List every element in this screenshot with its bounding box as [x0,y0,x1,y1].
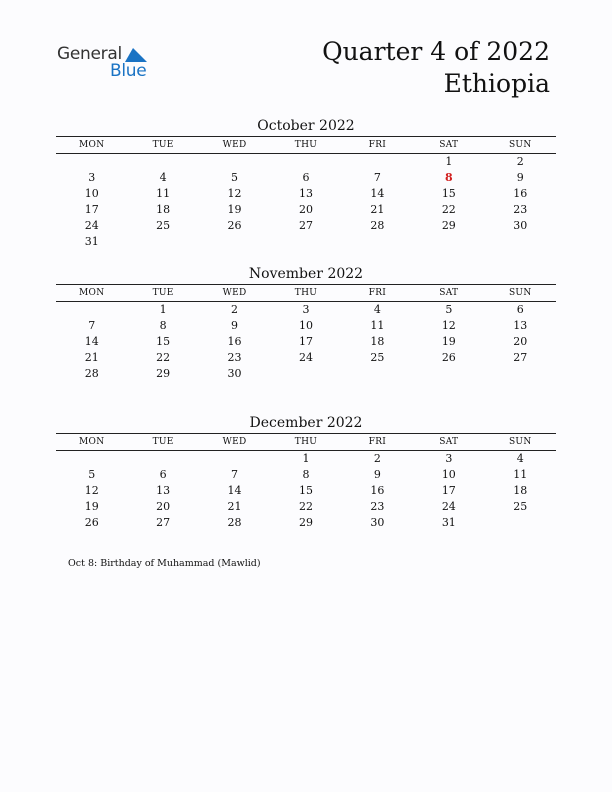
weekday-header-row [56,285,556,302]
day-cell: 12 [441,319,456,332]
month-october [56,116,556,250]
day-cell: 23 [227,351,242,364]
day-cell: 25 [156,219,171,232]
country-title: Ethiopia [443,69,550,98]
day-cell: 26 [227,219,242,232]
weekday-label: SUN [508,437,532,447]
day-cell: 16 [227,335,242,348]
day-cell: 24 [298,351,313,364]
day-cell: 2 [231,303,239,316]
day-cell: 18 [370,335,385,348]
day-cell: 28 [370,219,385,232]
day-cell: 4 [373,303,381,316]
day-cell: 14 [227,484,242,497]
weekday-label: MON [79,140,105,150]
week-row [56,202,556,218]
logo-general-text: General [57,44,122,64]
day-cell: 11 [513,468,528,481]
day-cell [56,302,127,318]
week-row [56,451,556,467]
weekday-label: TUE [152,140,174,150]
logo [57,44,157,84]
weekday-header-row [56,434,556,451]
day-cell: 2 [373,452,381,465]
day-cell: 3 [302,303,310,316]
day-cell: 19 [84,500,99,513]
quarter-title: Quarter 4 of 2022 [322,37,550,66]
day-cell: 4 [516,452,524,465]
day-cell: 30 [513,219,528,232]
day-cell: 18 [156,203,171,216]
weekday-label: THU [294,437,318,447]
day-cell: 11 [156,187,171,200]
day-cell: 22 [156,351,171,364]
day-cell: 8 [159,319,167,332]
day-cell [127,451,198,467]
day-cell: 23 [513,203,528,216]
day-cell: 10 [84,187,99,200]
day-cell [485,234,556,250]
week-row [56,318,556,334]
week-row [56,154,556,170]
day-cell: 7 [231,468,239,481]
day-cell: 26 [84,516,99,529]
week-row [56,186,556,202]
weekday-header-row [56,137,556,154]
logo-blue-text: Blue [110,61,147,81]
day-cell [127,154,198,170]
logo-triangle-icon [125,46,147,62]
day-cell: 8 [444,171,453,184]
day-cell: 30 [227,367,242,380]
day-cell: 25 [513,500,528,513]
week-row [56,350,556,366]
weekday-label: MON [79,288,105,298]
day-cell: 31 [84,235,99,248]
day-cell: 13 [298,187,313,200]
day-cell: 22 [441,203,456,216]
day-cell: 6 [516,303,524,316]
day-cell: 24 [441,500,456,513]
day-cell: 9 [231,319,239,332]
week-row [56,515,556,531]
day-cell: 15 [298,484,313,497]
week-row [56,366,556,382]
day-cell: 22 [298,500,313,513]
day-cell: 13 [156,484,171,497]
day-cell: 17 [84,203,99,216]
day-cell: 15 [441,187,456,200]
day-cell: 26 [441,351,456,364]
day-cell: 3 [445,452,453,465]
day-cell: 6 [159,468,167,481]
day-cell [199,154,270,170]
week-row [56,234,556,250]
day-cell: 10 [441,468,456,481]
day-cell: 24 [84,219,99,232]
day-cell: 29 [298,516,313,529]
day-cell [199,234,270,250]
day-cell: 17 [441,484,456,497]
month-title: October 2022 [257,118,355,134]
day-cell [127,234,198,250]
weekday-label: FRI [368,288,387,298]
day-cell: 9 [373,468,381,481]
day-cell: 25 [370,351,385,364]
month-title: November 2022 [248,266,364,282]
day-cell: 16 [370,484,385,497]
weekday-label: FRI [368,437,387,447]
day-cell: 28 [227,516,242,529]
day-cell [413,366,484,382]
day-cell: 21 [84,351,99,364]
weekday-label: WED [222,437,247,447]
month-title: December 2022 [249,415,363,431]
holiday-notes [68,558,261,569]
day-cell: 5 [88,468,96,481]
day-cell [342,154,413,170]
weekday-label: WED [222,140,247,150]
day-cell: 10 [298,319,313,332]
day-cell [485,366,556,382]
week-row [56,499,556,515]
week-row [56,170,556,186]
day-cell: 19 [227,203,242,216]
day-cell: 29 [441,219,456,232]
day-cell: 8 [302,468,310,481]
day-cell: 21 [227,500,242,513]
day-cell: 14 [370,187,385,200]
weekday-label: SUN [508,140,532,150]
week-row [56,334,556,350]
day-cell: 17 [298,335,313,348]
weekday-label: TUE [152,288,174,298]
weekday-label: THU [294,288,318,298]
day-cell [270,366,341,382]
day-cell: 12 [84,484,99,497]
day-cell [56,154,127,170]
day-cell: 31 [441,516,456,529]
weekday-label: WED [222,288,247,298]
day-cell: 27 [513,351,528,364]
week-row [56,483,556,499]
day-cell: 11 [370,319,385,332]
day-cell: 20 [298,203,313,216]
day-cell: 12 [227,187,242,200]
day-cell: 28 [84,367,99,380]
day-cell: 18 [513,484,528,497]
day-cell: 21 [370,203,385,216]
day-cell: 1 [159,303,167,316]
weekday-label: TUE [152,437,174,447]
week-row [56,467,556,483]
day-cell [413,234,484,250]
day-cell [270,234,341,250]
holiday-note: Oct 8: Birthday of Muhammad (Mawlid) [68,558,261,569]
day-cell: 5 [231,171,239,184]
weekday-label: SUN [508,288,532,298]
day-cell [342,234,413,250]
weekday-label: MON [79,437,105,447]
day-cell: 9 [516,171,524,184]
day-cell: 29 [156,367,171,380]
week-row [56,218,556,234]
day-cell [270,154,341,170]
day-cell: 27 [298,219,313,232]
month-december [56,413,556,531]
day-cell: 15 [156,335,171,348]
day-cell: 7 [373,171,381,184]
day-cell [199,451,270,467]
day-cell: 4 [159,171,167,184]
day-cell: 14 [84,335,99,348]
day-cell: 20 [156,500,171,513]
weekday-label: SAT [439,437,459,447]
day-cell: 2 [516,155,524,168]
day-cell: 7 [88,319,96,332]
weekday-label: FRI [368,140,387,150]
day-cell: 19 [441,335,456,348]
weekday-label: SAT [439,140,459,150]
day-cell: 3 [88,171,96,184]
day-cell: 6 [302,171,310,184]
month-november [56,264,556,382]
day-cell: 23 [370,500,385,513]
day-cell [56,451,127,467]
day-cell: 1 [302,452,310,465]
day-cell: 1 [445,155,453,168]
week-row [56,302,556,318]
day-cell: 16 [513,187,528,200]
day-cell [342,366,413,382]
day-cell: 20 [513,335,528,348]
weekday-label: THU [294,140,318,150]
page-title [322,36,550,100]
day-cell: 30 [370,516,385,529]
weekday-label: SAT [439,288,459,298]
day-cell: 5 [445,303,453,316]
day-cell [485,515,556,531]
day-cell: 27 [156,516,171,529]
day-cell: 13 [513,319,528,332]
